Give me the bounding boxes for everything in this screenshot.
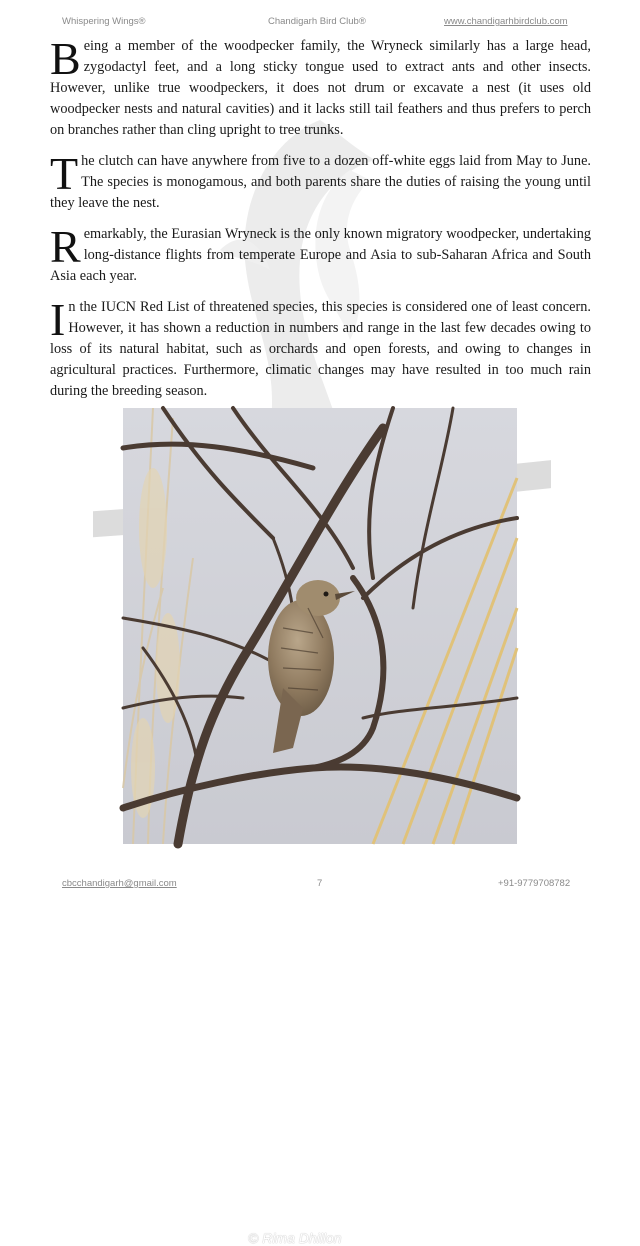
page-footer (0, 878, 640, 892)
paragraph-text: n the IUCN Red List of threatened species, this species is considered one of least concern. However, it has shown a reduction in numbers and range in the last few decades owing to loss of its natural habitat, such as orchards and open forests, and owing to changes in agricultural practices. Furthermore, climatic changes may have resulted in too much rain during the breeding season. (50, 299, 591, 399)
drop-cap: I (50, 294, 66, 345)
wryneck-photo (123, 408, 517, 1246)
decorative-shape-right (515, 460, 551, 492)
footer-email-link[interactable]: cbcchandigarh@gmail.com (62, 878, 177, 889)
header-magazine-name: Whispering Wings® (62, 16, 146, 27)
drop-cap: T (50, 148, 79, 199)
photo-illustration (123, 408, 517, 844)
drop-cap: B (50, 33, 81, 84)
paragraph-3 (50, 221, 591, 287)
page-number: 7 (317, 878, 323, 889)
page-header (0, 16, 640, 30)
paragraph-text: he clutch can have anywhere from five to a dozen off-white eggs laid from May to June. The species is monogamous, and both parents share the duties of raising the young until they leave the nest. (50, 153, 591, 211)
paragraph-text: eing a member of the woodpecker family, the Wryneck similarly has a large head, zygodactyl feet, and a long sticky tongue used to extract ants and other insects. However, unlike true woodpeckers, it does not drum or excavate a nest (it uses old woodpecker nests and natural cavities) and it lacks still tail feathers and thus prefers to perch on branches rather than cling upright to tree trunks. (50, 38, 591, 138)
header-website-link[interactable]: www.chandigarhbirdclub.com (444, 16, 568, 27)
footer-phone: +91-9779708782 (498, 878, 571, 889)
photo-credit: © Rima Dhillon (248, 1230, 342, 1246)
drop-cap: R (50, 221, 81, 272)
paragraph-1 (50, 33, 591, 141)
article-body (50, 33, 591, 412)
header-club-name: Chandigarh Bird Club® (268, 16, 366, 27)
paragraph-2 (50, 148, 591, 214)
paragraph-text: emarkably, the Eurasian Wryneck is the only known migratory woodpecker, undertaking long-distance flights from temperate Europe and Asia to sub-Saharan Africa and South Asia each year. (50, 226, 591, 284)
paragraph-4 (50, 294, 591, 402)
